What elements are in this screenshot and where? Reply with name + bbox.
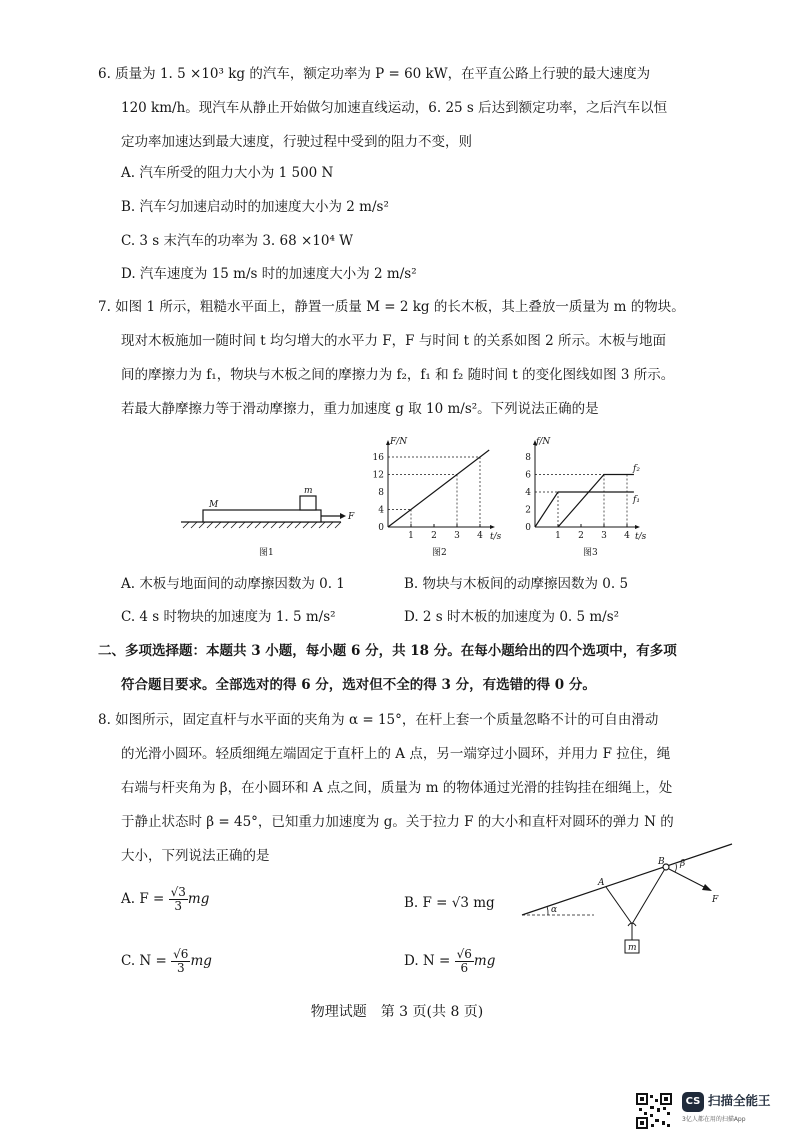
q6-option-d: D. 汽车速度为 15 m/s 时的加速度大小为 2 m/s²	[121, 266, 417, 282]
block	[300, 496, 316, 510]
label-M: M	[209, 500, 219, 510]
q7-line3: 间的摩擦力为 f₁，物块与木板之间的摩擦力为 f₂，f₁ 和 f₂ 随时间 t 的变化图线如图 3 所示。	[121, 367, 675, 383]
q7-option-c: C. 4 s 时物块的加速度为 1. 5 m/s²	[121, 609, 336, 625]
fig3-ytick-0: 0	[525, 523, 531, 533]
q8-line4: 于静止状态时 β = 45°，已知重力加速度为 g。关于拉力 F 的大小和直杆对圆环的弹力 N 的	[121, 814, 674, 830]
q8-figure	[518, 840, 738, 965]
fig2-F-line	[388, 450, 489, 527]
fig3-xtick-3: 3	[601, 531, 607, 541]
fig2-xtick-3: 3	[454, 531, 460, 541]
q7-line4: 若最大静摩擦力等于滑动摩擦力，重力加速度 g 取 10 m/s²。下列说法正确的是	[121, 401, 599, 417]
q7-line2: 现对木板施加一随时间 t 均匀增大的水平力 F，F 与时间 t 的关系如图 2 所示。木板与地面	[121, 333, 667, 349]
fig2-x-arrow	[490, 525, 495, 529]
fig3-xtick-4: 4	[624, 531, 630, 541]
fig3-ytick-6: 6	[525, 470, 531, 481]
fig3-ytick-2: 2	[525, 505, 531, 516]
fig2-ytick-12: 12	[372, 470, 384, 481]
fig3-ytick-8: 8	[525, 453, 531, 463]
q8-c-suffix: mg	[190, 953, 212, 969]
fig3-f2-label: f₂	[633, 464, 640, 474]
label-B: B	[658, 857, 665, 867]
fig3-f1-label: f₁	[633, 495, 640, 505]
q8-a-suffix: mg	[187, 891, 210, 907]
q7-figure-1	[175, 470, 365, 560]
fig3-xtick-1: 1	[555, 531, 561, 541]
caption-fig2: 图2	[432, 548, 447, 558]
q8-option-b: B. F = √3 mg	[404, 895, 495, 911]
fig3-xlabel: t/s	[635, 532, 647, 542]
q7-option-d: D. 2 s 时木板的加速度为 0. 5 m/s²	[404, 609, 620, 625]
q8-option-c	[121, 948, 212, 975]
q8-option-a	[121, 886, 209, 913]
label-A: A	[598, 878, 605, 888]
label-beta: β	[680, 859, 686, 869]
q8-line5: 大小，下列说法正确的是	[121, 848, 270, 864]
q8-line3: 右端与杆夹角为 β，在小圆环和 A 点之间，质量为 m 的物体通过光滑的挂钩挂在细绳上，处	[121, 780, 673, 796]
fig2-ytick-0: 0	[378, 523, 384, 533]
fig2-ytick-16: 16	[372, 453, 384, 463]
label-F: F	[348, 512, 355, 522]
q7-figure-2	[360, 432, 510, 560]
long-board	[203, 510, 321, 522]
q8-d-suffix: mg	[473, 953, 496, 969]
q8-d-prefix: D. N =	[404, 953, 451, 969]
caption-fig1: 图1	[259, 548, 274, 558]
label-m-q8: m	[628, 943, 637, 953]
fig2-xtick-4: 4	[477, 531, 483, 541]
caption-fig3: 图3	[583, 548, 598, 558]
q7-option-b: B. 物块与木板间的动摩擦因数为 0. 5	[404, 576, 629, 592]
q7-figure-3	[505, 432, 655, 560]
q6-option-a: A. 汽车所受的阻力大小为 1 500 N	[121, 165, 334, 181]
q7-line1: 7. 如图 1 所示，粗糙水平面上，静置一质量 M = 2 kg 的长木板，其上叠放一质量为 m 的物块。	[98, 299, 685, 315]
fig3-xtick-2: 2	[578, 531, 584, 541]
q6-line3: 定功率加速达到最大速度，行驶过程中受到的阻力不变，则	[121, 134, 472, 150]
q6-option-c: C. 3 s 末汽车的功率为 3. 68 ×10⁴ W	[121, 233, 354, 249]
q8-option-d	[404, 948, 495, 975]
q8-line2: 的光滑小圆环。轻质细绳左端固定于直杆上的 A 点，另一端穿过小圆环，并用力 F 拉住，绳	[121, 746, 671, 762]
section2-line1: 二、多项选择题：本题共 3 小题，每小题 6 分，共 18 分。在每小题给出的四个选项中，有多项	[98, 643, 677, 659]
page-footer: 物理试题 第 3 页(共 8 页)	[310, 1004, 484, 1020]
fig2-ylabel: F/N	[390, 437, 408, 447]
fig2-xtick-1: 1	[408, 531, 414, 541]
q6-option-b: B. 汽车匀加速启动时的加速度大小为 2 m/s²	[121, 199, 389, 215]
q8-a-prefix: A. F =	[121, 891, 165, 907]
camscanner-name: 扫描全能王	[708, 1093, 771, 1108]
fig3-x-arrow	[635, 525, 640, 529]
camscanner-logo-icon: CS	[682, 1092, 704, 1112]
q8-line1: 8. 如图所示，固定直杆与水平面的夹角为 α = 15°，在杆上套一个质量忽略不计的可自由滑动	[98, 712, 659, 728]
label-m: m	[304, 486, 313, 496]
camscanner-tagline: 3亿人都在用的扫描App	[682, 1116, 746, 1123]
q6-line2: 120 km/h。现汽车从静止开始做匀加速直线运动，6. 25 s 后达到额定功率，之后汽车以恒	[121, 100, 668, 116]
label-F-q8: F	[712, 895, 719, 905]
fig2-ytick-8: 8	[378, 488, 384, 498]
fig2-xlabel: t/s	[490, 532, 502, 542]
fig3-ytick-4: 4	[525, 488, 531, 498]
q7-option-a: A. 木板与地面间的动摩擦因数为 0. 1	[121, 576, 345, 592]
fig3-f2-line	[558, 475, 634, 528]
q6-line1: 6. 质量为 1. 5 ×10³ kg 的汽车，额定功率为 P = 60 kW，在平直公路上行驶的最大速度为	[98, 66, 651, 82]
q8-a-fraction: $\frac{√3}{3}$	[170, 885, 186, 913]
q8-c-fraction: $\frac{√6}{3}$	[173, 947, 189, 975]
fig2-xtick-2: 2	[431, 531, 437, 541]
fig3-ylabel: f/N	[536, 437, 551, 447]
q8-d-fraction: $\frac{√6}{6}$	[456, 947, 472, 975]
section2-line2: 符合题目要求。全部选对的得 6 分，选对但不全的得 3 分，有选错的得 0 分。	[121, 677, 596, 693]
q8-c-prefix: C. N =	[121, 953, 167, 969]
label-alpha: α	[551, 905, 558, 915]
fig2-ytick-4: 4	[378, 505, 384, 516]
